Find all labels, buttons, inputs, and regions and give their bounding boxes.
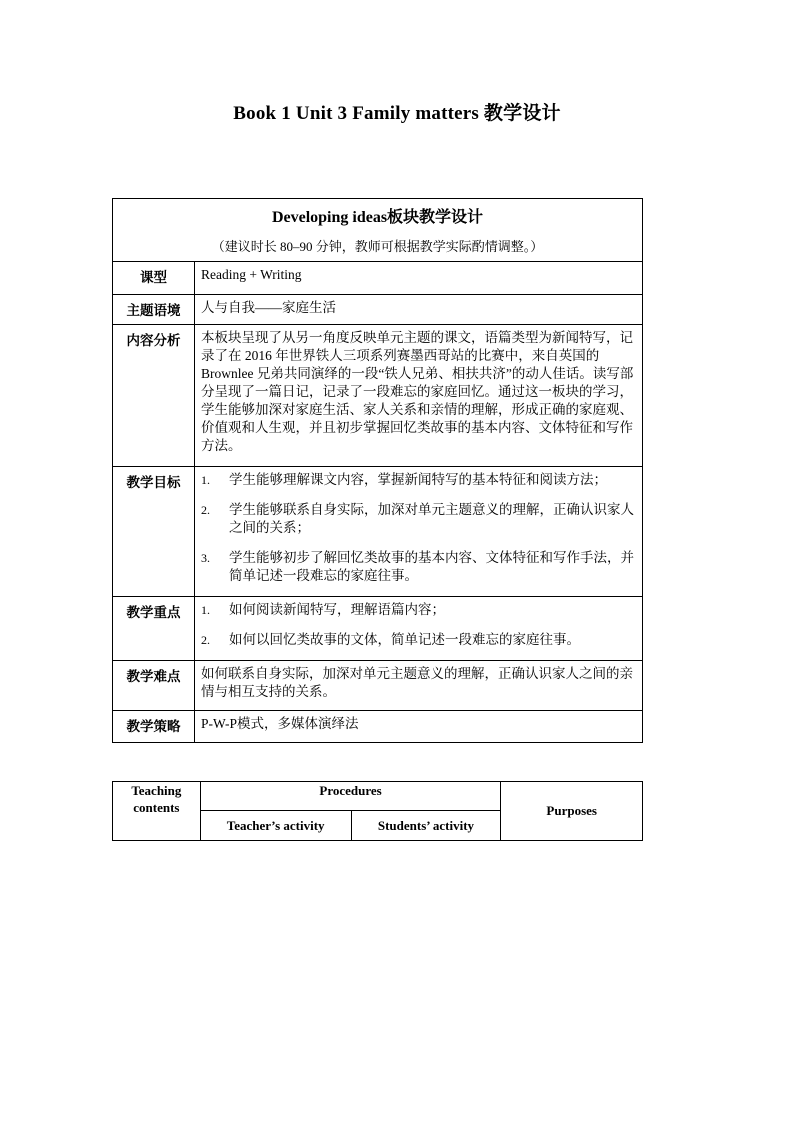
row-label-lesson-type: 课型: [113, 262, 195, 295]
table-header-cell: [113, 199, 643, 262]
row-value-content-analysis: 本板块呈现了从另一角度反映单元主题的课文，语篇类型为新闻特写，记录了在 2016 年世界铁人三项系列赛墨西哥站的比赛中，来自英国的 Brownlee 兄弟共同演绎的一段“铁人兄弟、相扶共济”的动人佳话。读写部分呈现了一篇日记，记录了一段难忘的家庭回忆。通过这一板块的学习，学生能够加深对家庭生活、家人关系和亲情的理解，形成正确的家庭观、价值观和人生观，并且初步掌握回忆类故事的基本内容、文体特征和写作方法。: [195, 325, 643, 467]
goal-item: [201, 501, 636, 537]
key-point-text: 如何以回忆类故事的文体，简单记述一段难忘的家庭往事。: [229, 632, 580, 647]
row-value-teaching-goals: [195, 467, 643, 597]
row-value-lesson-type: Reading + Writing: [195, 262, 643, 295]
row-value-theme-context: 人与自我——家庭生活: [195, 295, 643, 325]
table-row-content-analysis: [113, 325, 643, 467]
students-activity-header: Students’ activity: [351, 811, 501, 841]
key-point-number: 1.: [201, 603, 210, 617]
goal-item: [201, 471, 636, 489]
goal-text: 学生能够初步了解回忆类故事的基本内容、文体特征和写作手法，并简单记述一段难忘的家庭往事。: [229, 550, 634, 583]
table-header-row: [113, 199, 643, 262]
table-row-strategy: [113, 711, 643, 743]
row-label-theme-context: 主题语境: [113, 295, 195, 325]
table-row-key-points: [113, 597, 643, 661]
goal-number: 1.: [201, 473, 210, 487]
key-point-item: [201, 601, 636, 619]
teaching-contents-header: Teaching contents: [113, 782, 201, 841]
key-point-text: 如何阅读新闻特写，理解语篇内容；: [229, 602, 445, 617]
goal-number: 2.: [201, 503, 210, 517]
procedure-table: [112, 781, 643, 841]
procedures-header: Procedures: [200, 782, 501, 811]
procedure-header-row: [113, 782, 643, 811]
goal-number: 3.: [201, 551, 210, 565]
table-row-theme-context: [113, 295, 643, 325]
row-value-strategy: P-W-P模式，多媒体演绎法: [195, 711, 643, 743]
goal-text: 学生能够理解课文内容，掌握新闻特写的基本特征和阅读方法；: [229, 472, 607, 487]
row-label-teaching-goals: 教学目标: [113, 467, 195, 597]
row-label-key-points: 教学重点: [113, 597, 195, 661]
goal-item: [201, 549, 636, 585]
goal-text: 学生能够联系自身实际，加深对单元主题意义的理解，正确认识家人之间的关系；: [229, 502, 634, 535]
row-label-content-analysis: 内容分析: [113, 325, 195, 467]
teaching-design-table: [112, 198, 643, 743]
duration-note: （建议时长 80–90 分钟，教师可根据教学实际酌情调整。）: [211, 239, 544, 254]
document-title: Book 1 Unit 3 Family matters 教学设计: [233, 103, 561, 124]
table-row-teaching-goals: [113, 467, 643, 597]
teacher-activity-header: Teacher’s activity: [200, 811, 351, 841]
row-label-strategy: 教学策略: [113, 711, 195, 743]
row-label-difficulty: 教学难点: [113, 661, 195, 711]
row-value-difficulty: 如何联系自身实际，加深对单元主题意义的理解，正确认识家人之间的亲情与相互支持的关系。: [195, 661, 643, 711]
table-row-lesson-type: [113, 262, 643, 295]
key-point-number: 2.: [201, 633, 210, 647]
table-heading: Developing ideas板块教学设计: [271, 209, 484, 226]
purposes-header: Purposes: [501, 782, 643, 841]
row-value-key-points: [195, 597, 643, 661]
table-row-difficulty: [113, 661, 643, 711]
key-point-item: [201, 631, 636, 649]
